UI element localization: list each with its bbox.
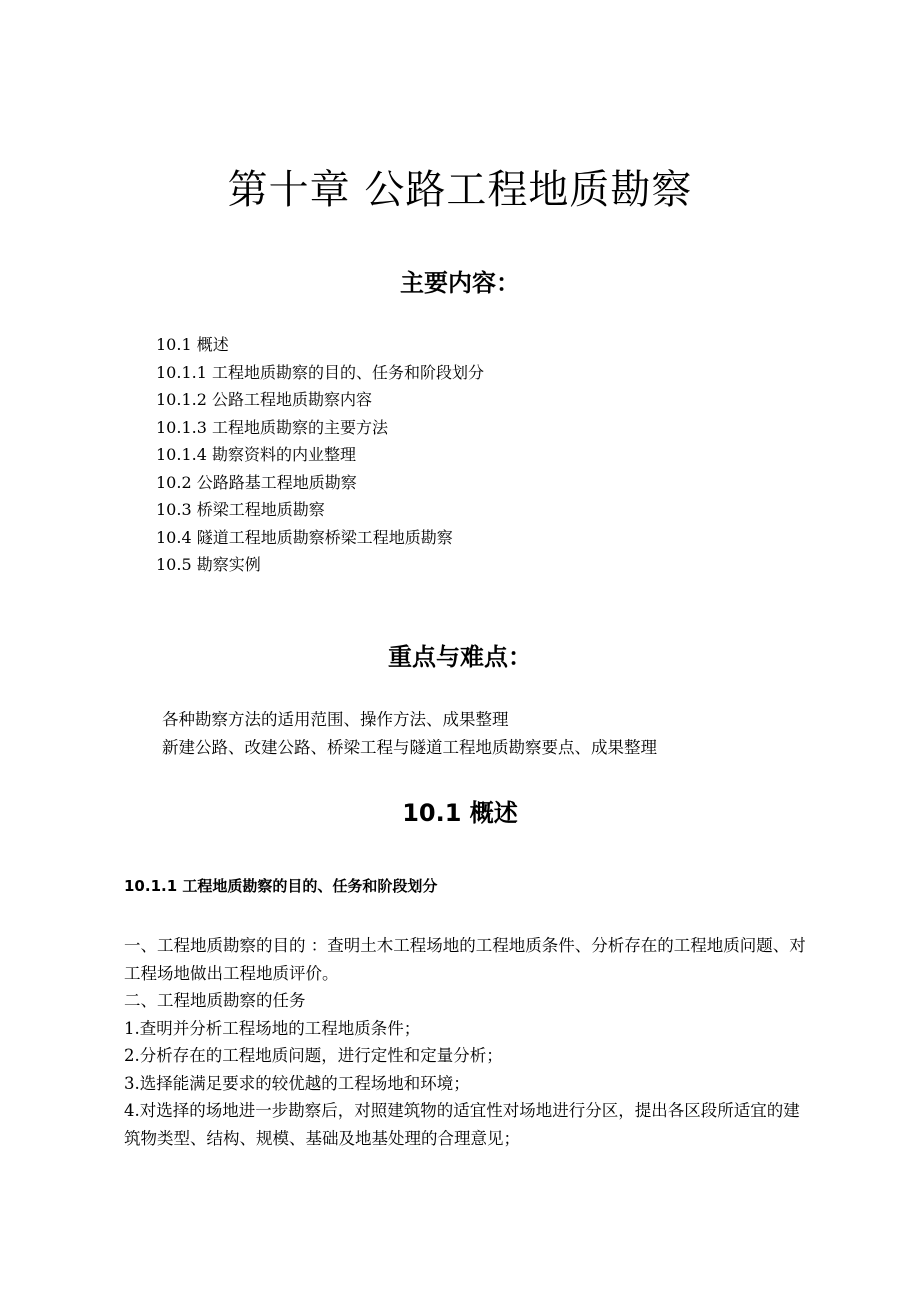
main-content-heading: 主要内容： xyxy=(400,269,520,297)
toc-item: 10.2 公路路基工程地质勘察 xyxy=(156,472,357,492)
toc-item: 10.4 隧道工程地质勘察桥梁工程地质勘察 xyxy=(156,527,453,547)
body-paragraph: 3.选择能满足要求的较优越的工程场地和环境； xyxy=(124,1073,470,1093)
toc-item: 10.1 概述 xyxy=(156,335,229,354)
toc-item: 10.1.2 公路工程地质勘察内容 xyxy=(156,390,372,409)
body-paragraph: 4.对选择的场地进一步勘察后，对照建筑物的适宜性对场地进行分区，提出各区段所适宜的建筑物类型、结构、规模、基础及地基处理的合理意见； xyxy=(124,1101,800,1148)
chapter-title: 第十章 公路工程地质勘察 xyxy=(227,167,693,213)
section-heading: 10.1 概述 xyxy=(402,799,518,827)
main-content-list xyxy=(156,331,484,579)
key-point-item: 各种勘察方法的适用范围、操作方法、成果整理 xyxy=(162,710,509,729)
body-paragraph: 二、工程地质勘察的任务 xyxy=(124,991,306,1010)
body-paragraph: 1.查明并分析工程场地的工程地质条件； xyxy=(124,1018,421,1038)
key-point-item: 新建公路、改建公路、桥梁工程与隧道工程地质勘察要点、成果整理 xyxy=(162,738,657,757)
key-points-heading: 重点与难点： xyxy=(388,643,532,671)
body-paragraph: 2.分析存在的工程地质问题，进行定性和定量分析； xyxy=(124,1046,503,1065)
toc-item: 10.5 勘察实例 xyxy=(156,555,261,574)
toc-item: 10.3 桥梁工程地质勘察 xyxy=(156,500,325,519)
toc-item: 10.1.3 工程地质勘察的主要方法 xyxy=(156,417,388,437)
subsection-heading: 10.1.1 工程地质勘察的目的、任务和阶段划分 xyxy=(124,877,438,895)
toc-item: 10.1.1 工程地质勘察的目的、任务和阶段划分 xyxy=(156,362,484,382)
section-body xyxy=(124,932,814,1152)
toc-item: 10.1.4 勘察资料的内业整理 xyxy=(156,445,356,464)
body-paragraph: 一、工程地质勘察的目的 ：查明土木工程场地的工程地质条件、分析存在的工程地质问题、对工程场地做出工程地质评价。 xyxy=(124,936,806,983)
key-points-list xyxy=(162,706,657,762)
